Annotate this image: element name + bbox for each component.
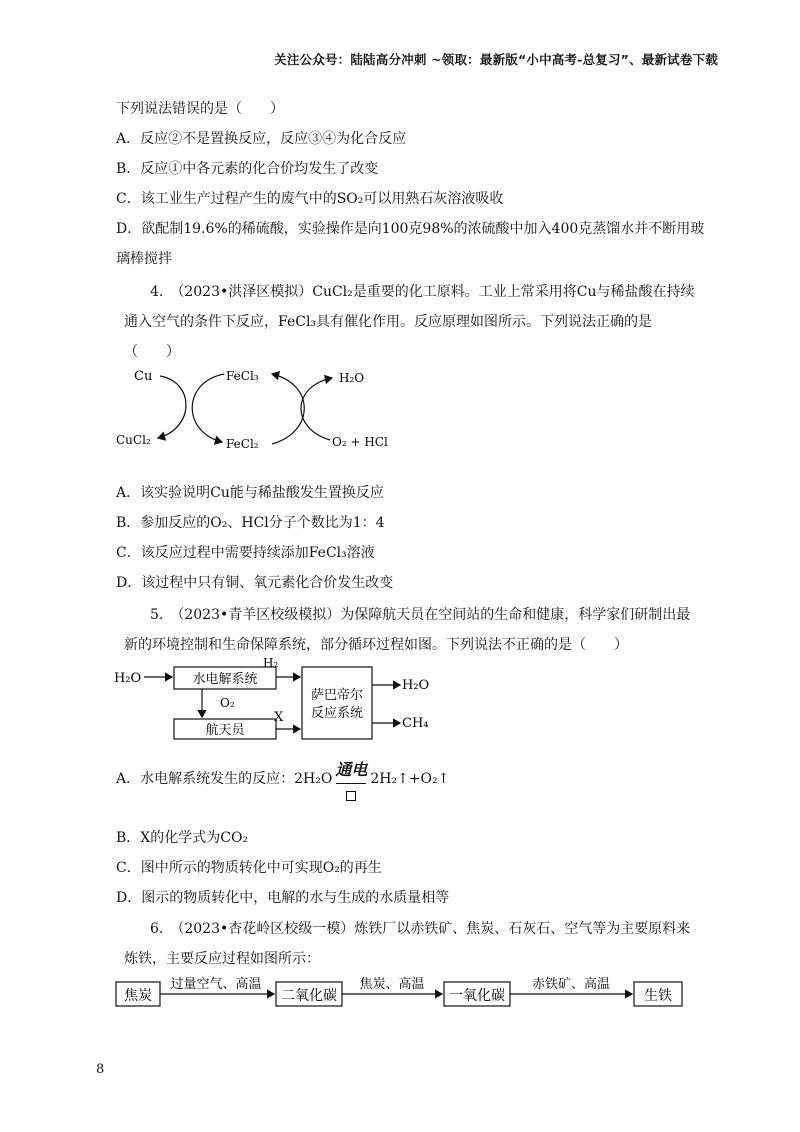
q5-life-support-diagram: [110, 655, 450, 745]
page-header: 关注公众号：陆陆高分冲刺 ~领取：最新版“小中高考-总复习”、最新试卷下载: [274, 52, 718, 67]
sabatier-box: [302, 667, 372, 739]
q5-option-a-prefix: A．水电解系统发生的反应：2H₂O: [116, 771, 333, 787]
flow-arrow2-label: 焦炭、高温: [359, 977, 425, 992]
option-c: C．该工业生产过程产生的废气中的SO₂可以用熟石灰溶液吸收: [116, 191, 504, 207]
x-label: X: [274, 710, 284, 725]
q4-option-c: C．该反应过程中需要持续添加FeCl₃溶液: [116, 545, 375, 561]
q5-option-a: [116, 760, 450, 788]
o2-label: O₂: [220, 696, 235, 710]
ch4-label: CH₄: [402, 716, 429, 731]
q5-line1: 5. （2023•青羊区校级模拟）为保障航天员在空间站的生命和健康，科学家们研制出最: [150, 607, 691, 623]
q4-cycle-diagram: [110, 360, 430, 460]
sabatier-label-2: 反应系统: [310, 706, 364, 721]
cu-label: Cu: [134, 369, 153, 384]
q6-line1: 6. （2023•杏花岭区校级一模）炼铁厂以赤铁矿、焦炭、石灰石、空气等为主要原料来: [150, 921, 691, 937]
arc-cu-cucl2: [158, 376, 186, 438]
option-d-cont: 璃棒搅拌: [116, 251, 172, 267]
q4-line3: （ ）: [124, 344, 180, 360]
flow-box-iron-label: 生铁: [644, 988, 672, 1004]
sabatier-label-1: 萨巴帝尔: [310, 688, 364, 703]
option-a: A．反应②不是置换反应，反应③④为化合反应: [116, 131, 407, 147]
arc-fecl3-fecl2: [192, 374, 224, 442]
fecl3-label: FeCl₃: [226, 369, 259, 383]
q4-line2: 通入空气的条件下反应，FeCl₃具有催化作用。反应原理如图所示。下列说法正确的是: [124, 314, 653, 330]
q4-option-a: A．该实验说明Cu能与稀盐酸发生置换反应: [116, 485, 384, 501]
q6-flow-diagram: [112, 968, 712, 1016]
q6-line2: 炼铁，主要反应过程如图所示：: [124, 951, 320, 967]
placeholder-box-icon: [346, 791, 356, 801]
flow-arrow3-label: 赤铁矿、高温: [531, 977, 611, 992]
option-b: B．反应①中各元素的化合价均发生了改变: [116, 161, 379, 177]
q5-line2: 新的环境控制和生命保障系统，部分循环过程如图。下列说法不正确的是（ ）: [124, 637, 628, 653]
q5-option-c: C．图中所示的物质转化中可实现O₂的再生: [116, 860, 382, 876]
flow-box-coke-label: 焦炭: [124, 988, 152, 1004]
question-stem: 下列说法错误的是（ ）: [116, 101, 284, 117]
reaction-condition: [334, 760, 368, 787]
h2o-output-label: H₂O: [402, 678, 430, 693]
arc-o2hcl-h2o: [301, 378, 332, 440]
h2o-label: H₂O: [339, 371, 365, 385]
h2-label: H₂: [263, 656, 279, 670]
q5-option-b: B．X的化学式为CO₂: [116, 830, 249, 846]
flow-box-co-label: 一氧化碳: [449, 988, 505, 1004]
flow-arrow1-label: 过量空气、高温: [170, 977, 262, 992]
h2o-input-label: H₂O: [114, 671, 142, 686]
flow-box-co2-label: 二氧化碳: [281, 988, 337, 1004]
cucl2-label: CuCl₂: [116, 433, 151, 447]
q4-line1: 4. （2023•洪泽区模拟）CuCl₂是重要的化工原料。工业上常采用将Cu与稀盐酸在持续: [150, 284, 695, 300]
option-d: D．欲配制19.6%的稀硫酸，实验操作是向100克98%的浓硫酸中加入400克蒸馏水并不断用玻: [116, 221, 705, 237]
page-number: 8: [96, 1062, 105, 1077]
arc-fecl2-fecl3: [272, 374, 304, 444]
q4-option-b: B．参加反应的O₂、HCl分子个数比为1：4: [116, 515, 385, 531]
electrolysis-label: 水电解系统: [192, 672, 258, 687]
astronaut-label: 航天员: [205, 723, 245, 738]
condition-label: 通电: [335, 760, 368, 779]
q5-option-d: D．图示的物质转化中，电解的水与生成的水质量相等: [116, 890, 450, 906]
q4-option-d: D．该过程中只有铜、氧元素化合价发生改变: [116, 575, 394, 591]
o2-hcl-label: O₂ + HCl: [332, 435, 388, 449]
fecl2-label: FeCl₂: [226, 437, 259, 451]
q5-option-a-suffix: 2H₂↑+O₂↑: [370, 771, 450, 787]
